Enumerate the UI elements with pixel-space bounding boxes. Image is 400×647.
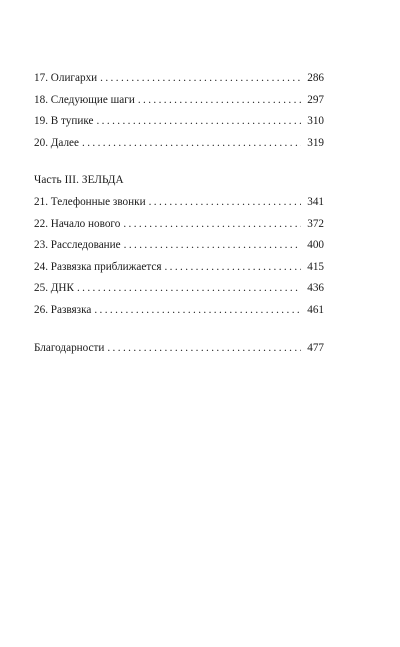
toc-entry[interactable] bbox=[34, 214, 324, 236]
dot-leader bbox=[82, 133, 301, 155]
toc-group-part-3 bbox=[34, 170, 324, 321]
toc-entry-title: 20. Далее bbox=[34, 136, 79, 149]
toc-entry-title: 21. Телефонные звонки bbox=[34, 195, 146, 208]
toc-entry[interactable] bbox=[34, 133, 324, 155]
toc-entry-title: 23. Расследование bbox=[34, 239, 121, 252]
toc-entry[interactable] bbox=[34, 90, 324, 112]
dot-leader bbox=[138, 90, 301, 112]
toc-entry-page: 400 bbox=[307, 239, 324, 252]
dot-leader bbox=[164, 257, 301, 279]
toc-entry-title: 22. Начало нового bbox=[34, 217, 121, 230]
toc-entry[interactable] bbox=[34, 257, 324, 279]
toc-entry[interactable] bbox=[34, 192, 324, 214]
toc-entry-title: 17. Олигархи bbox=[34, 72, 98, 84]
toc-entry-page: 310 bbox=[307, 115, 324, 128]
dot-leader bbox=[123, 214, 301, 236]
toc-entry-page: 436 bbox=[307, 282, 324, 295]
toc-entry-title: 25. ДНК bbox=[34, 282, 74, 295]
toc-entry-page: 297 bbox=[307, 93, 324, 106]
dot-leader bbox=[94, 300, 301, 322]
toc-entry-page: 372 bbox=[307, 217, 324, 230]
toc-entry[interactable] bbox=[34, 235, 324, 257]
toc-entry-page: 286 bbox=[307, 72, 324, 84]
toc-entry[interactable] bbox=[34, 68, 324, 90]
toc-entry-title: 19. В тупике bbox=[34, 115, 94, 128]
dot-leader bbox=[100, 68, 301, 90]
dot-leader bbox=[96, 111, 301, 133]
toc-entry[interactable] bbox=[34, 300, 324, 322]
toc-entry-page: 319 bbox=[307, 136, 324, 149]
dot-leader bbox=[124, 235, 301, 257]
toc-entry-page: 477 bbox=[307, 341, 324, 354]
toc-group-back-matter bbox=[34, 338, 324, 360]
dot-leader bbox=[107, 338, 301, 360]
toc-entry[interactable] bbox=[34, 338, 324, 360]
toc-entry-page: 461 bbox=[307, 303, 324, 316]
toc-entry[interactable] bbox=[34, 278, 324, 300]
toc-entry-title: Благодарности bbox=[34, 341, 105, 354]
dot-leader bbox=[77, 278, 301, 300]
toc-entry-title: 24. Развязка приближается bbox=[34, 260, 162, 273]
part-heading: Часть III. ЗЕЛЬДА bbox=[34, 174, 124, 187]
toc-group-part-2-end bbox=[34, 68, 324, 154]
table-of-contents bbox=[34, 68, 324, 359]
toc-entry-page: 341 bbox=[307, 195, 324, 208]
toc-entry[interactable] bbox=[34, 111, 324, 133]
toc-entry-title: 18. Следующие шаги bbox=[34, 93, 135, 106]
dot-leader bbox=[149, 192, 301, 214]
toc-entry-page: 415 bbox=[307, 260, 324, 273]
toc-entry-title: 26. Развязка bbox=[34, 303, 92, 316]
